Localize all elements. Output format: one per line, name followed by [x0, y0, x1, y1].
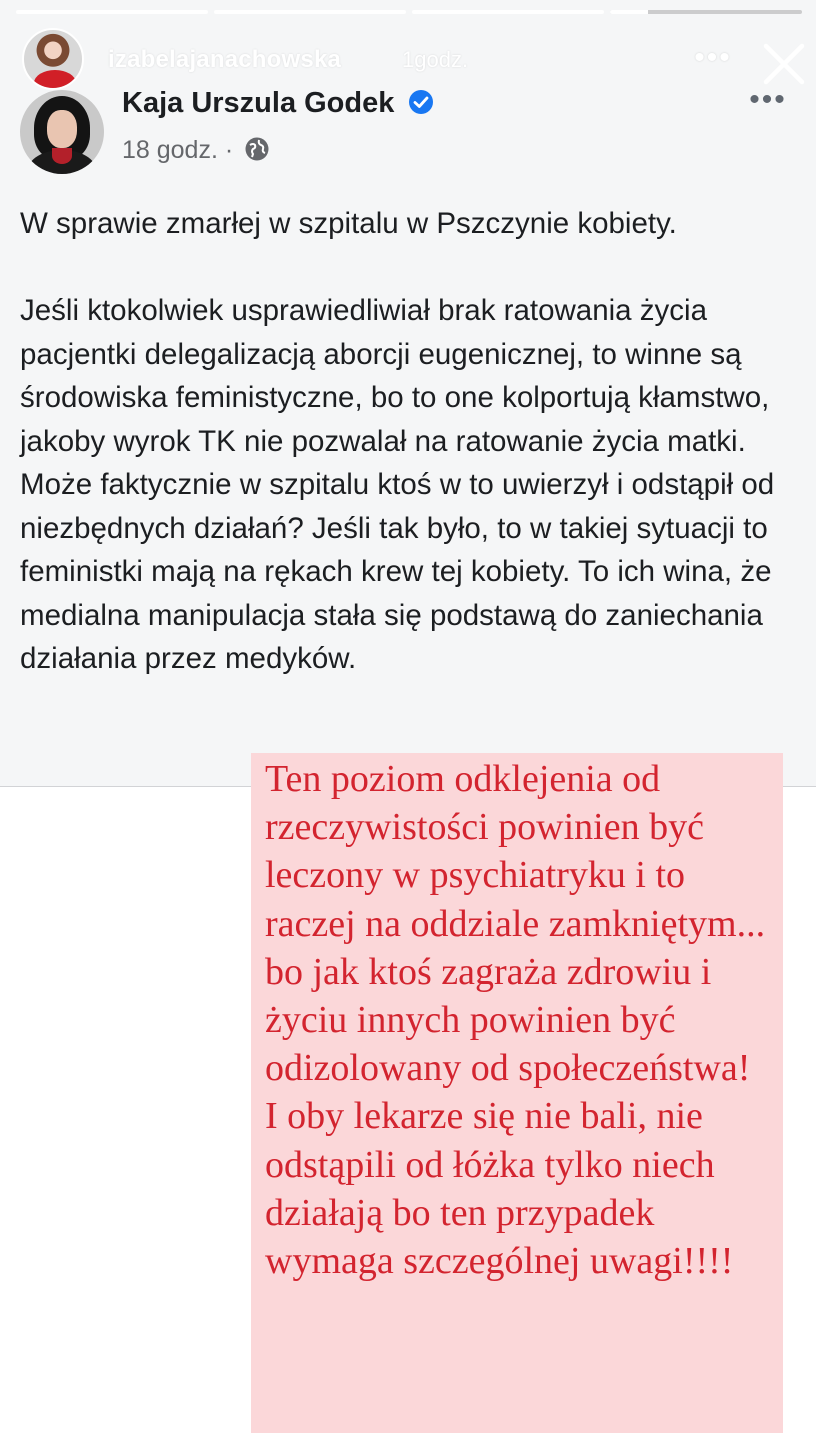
- story-progress-segment: [16, 10, 208, 14]
- post-paragraph: Jeśli ktokolwiek usprawiedliwiał brak ratowania życia pacjentki delegalizacją aborcji eugenicznej, to winne są środowiska feministyczne, bo to one kolportują kłamstwo, jakoby wyrok TK nie pozwalał na ratowanie życia matki. Może faktycznie w szpitalu ktoś w to uwierzył i odstąpił od niezbędnych działań? Jeśli tak było, to w takiej sytuacji to feministki mają na rękach krew tej kobiety. To ich wina, że medialna manipulacja stała się podstawą do zaniechania działania przez medyków.: [20, 294, 775, 675]
- globe-icon: [244, 136, 270, 162]
- post-body: [20, 202, 800, 681]
- more-dots-icon: •••: [694, 41, 732, 74]
- story-more-options-button[interactable]: [686, 38, 740, 78]
- story-progress-segment: [610, 10, 802, 14]
- post-author-label: Kaja Urszula Godek: [122, 87, 395, 119]
- story-username[interactable]: izabelajanachowska: [108, 46, 342, 73]
- story-progress-segment: [412, 10, 604, 14]
- meta-separator: ·: [224, 136, 234, 164]
- story-progress-bar: [16, 10, 802, 14]
- verified-badge-icon: [408, 89, 434, 115]
- story-text-overlay: [251, 753, 783, 1433]
- more-dots-icon: •••: [749, 83, 787, 116]
- story-header: [22, 28, 812, 92]
- story-avatar[interactable]: [22, 28, 84, 90]
- story-timestamp: 1godz.: [402, 47, 469, 72]
- overlay-paragraph: I oby lekarze się nie bali, nie odstąpili od łóżka tylko niech działają bo ten przypadek wymaga szczególnej uwagi!!!!: [265, 1095, 734, 1283]
- story-progress-segment: [214, 10, 406, 14]
- post-meta: [122, 136, 270, 165]
- post-paragraph: W sprawie zmarłej w szpitalu w Pszczynie kobiety.: [20, 207, 677, 240]
- post-more-options-button[interactable]: [738, 80, 798, 120]
- overlay-paragraph: Ten poziom odklejenia od rzeczywistości powinien być leczony w psychiatryku i to raczej na oddziale zamkniętym... bo jak ktoś zagraża zdrowiu i życiu innych powinien być odizolowany od społeczeństwa!: [265, 758, 766, 1090]
- post-author-avatar[interactable]: [20, 90, 104, 174]
- post-author-name[interactable]: [122, 87, 434, 120]
- post-timestamp[interactable]: 18 godz.: [122, 136, 218, 164]
